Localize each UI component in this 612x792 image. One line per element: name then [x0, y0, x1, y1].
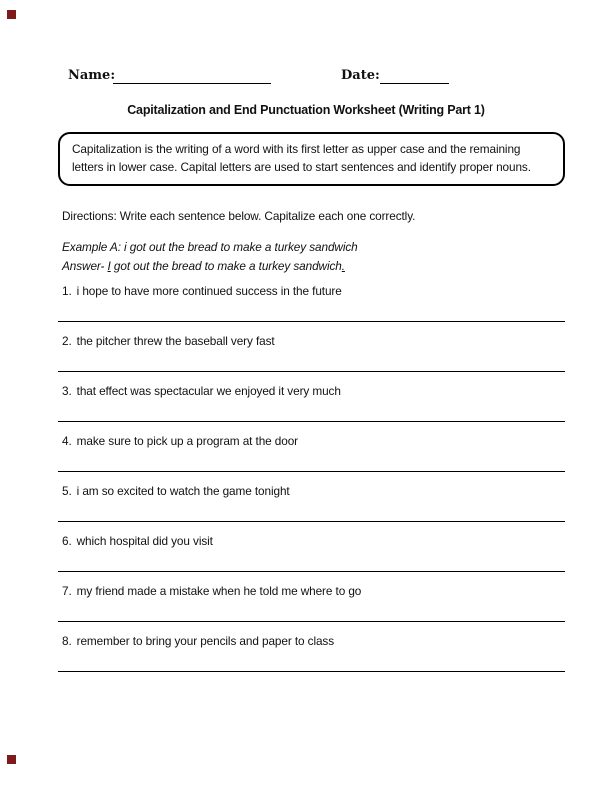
question-row: [58, 284, 565, 334]
question-text: [62, 284, 342, 298]
example-prompt: Example A: i got out the bread to make a turkey sandwich: [62, 240, 358, 254]
question-sentence: i am so excited to watch the game tonight: [76, 484, 290, 498]
name-blank-line: [113, 68, 271, 84]
question-row: [58, 334, 565, 384]
question-number: 2.: [62, 334, 72, 348]
answer-write-line: [58, 621, 565, 622]
example-answer-body: got out the bread to make a turkey sandwich: [110, 259, 342, 273]
question-number: 4.: [62, 434, 72, 448]
question-text: [62, 584, 361, 598]
example-block: [62, 238, 358, 276]
answer-write-line: [58, 671, 565, 672]
question-sentence: i hope to have more continued success in the future: [76, 284, 342, 298]
directions-text: Directions: Write each sentence below. Capitalize each one correctly.: [62, 209, 416, 223]
question-sentence: make sure to pick up a program at the door: [76, 434, 299, 448]
example-answer-capital: I: [107, 259, 111, 273]
example-answer-prefix: Answer-: [62, 259, 108, 273]
question-text: [62, 484, 290, 498]
question-sentence: my friend made a mistake when he told me where to go: [76, 584, 362, 598]
question-sentence: the pitcher threw the baseball very fast: [76, 334, 275, 348]
question-number: 5.: [62, 484, 72, 498]
question-number: 1.: [62, 284, 72, 298]
corner-mark-bottom-left: [7, 755, 16, 764]
question-text: [62, 334, 275, 348]
example-answer: [62, 257, 358, 276]
answer-write-line: [58, 521, 565, 522]
name-label: Name:: [68, 68, 116, 83]
question-row: [58, 634, 565, 684]
definition-text: Capitalization is the writing of a word with its first letter as upper case and the remaining letters in lower case. Capital letters are used to start sentences and identify proper nouns.: [72, 142, 531, 174]
corner-mark-top-left: [7, 10, 16, 19]
question-number: 3.: [62, 384, 72, 398]
question-sentence: remember to bring your pencils and paper to class: [76, 634, 335, 648]
question-number: 6.: [62, 534, 72, 548]
question-text: [62, 534, 213, 548]
question-number: 8.: [62, 634, 72, 648]
question-text: [62, 434, 298, 448]
question-list: [58, 284, 565, 684]
question-row: [58, 534, 565, 584]
answer-write-line: [58, 471, 565, 472]
answer-write-line: [58, 321, 565, 322]
question-text: [62, 384, 341, 398]
question-row: [58, 484, 565, 534]
question-sentence: which hospital did you visit: [76, 534, 213, 548]
question-row: [58, 434, 565, 484]
question-sentence: that effect was spectacular we enjoyed it very much: [76, 384, 341, 398]
example-answer-period: .: [341, 259, 345, 273]
answer-write-line: [58, 571, 565, 572]
page-title: Capitalization and End Punctuation Worksheet (Writing Part 1): [127, 103, 485, 117]
answer-write-line: [58, 371, 565, 372]
answer-write-line: [58, 421, 565, 422]
question-text: [62, 634, 334, 648]
question-row: [58, 584, 565, 634]
date-label: Date:: [341, 68, 380, 83]
question-row: [58, 384, 565, 434]
definition-box: [58, 132, 565, 186]
date-blank-line: [380, 68, 449, 84]
question-number: 7.: [62, 584, 72, 598]
